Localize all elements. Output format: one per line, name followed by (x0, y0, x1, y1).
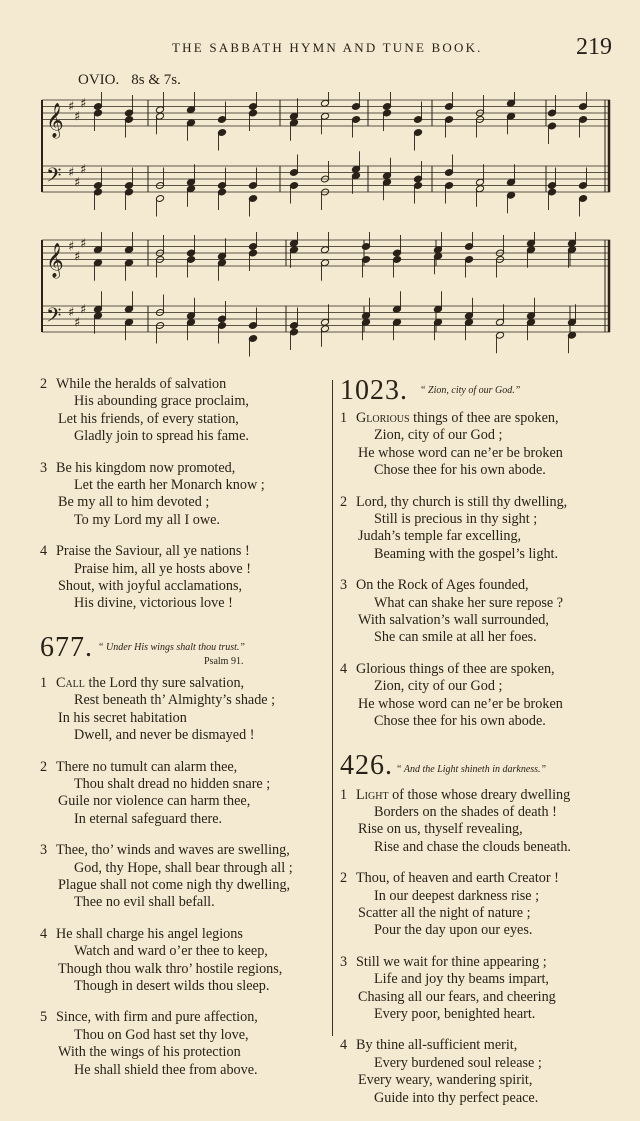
music-score-2 (40, 232, 612, 358)
verse: 2 There no tumult can alarm thee, Thou shalt dread no hidden snare ; Guile nor violence can harm thee, In eternal safeguard there. (40, 758, 271, 827)
hymn-reference: Psalm 91. (204, 655, 244, 667)
verse: 1 Call the Lord thy sure salvation, Rest beneath th’ Almighty’s shade ; In his secret habitation Dwell, and never be dismayed ! (40, 674, 276, 744)
svg-text:♯: ♯ (68, 239, 75, 255)
tune-label (78, 72, 181, 89)
svg-text:𝄢: 𝄢 (46, 303, 62, 332)
hymn-title: “ Zion, city of our God.” (420, 385, 521, 396)
hymn-1023 (340, 376, 616, 731)
svg-text:♯: ♯ (74, 175, 81, 191)
svg-text:♯: ♯ (68, 165, 75, 181)
verse: 3 Be his kingdom now promoted, Let the earth her Monarch know ; Be my all to him devoted ; To my Lord my all I owe. (40, 459, 265, 528)
svg-text:𝄢: 𝄢 (46, 163, 62, 192)
svg-text:𝄞: 𝄞 (46, 243, 64, 278)
hymn-number: 1023. (340, 375, 408, 406)
verse: 1 Light of those whose dreary dwelling Borders on the shades of death ! Rise on us, thyself revealing, Rise and chase the clouds beneath. (340, 786, 571, 855)
column-divider (332, 380, 333, 1036)
page-header (0, 36, 640, 66)
verse: 3 On the Rock of Ages founded, What can shake her sure repose ? With salvation’s wall surrounded, She can smile at all her foes. (340, 577, 564, 646)
music-system-1 (40, 92, 612, 218)
hymn-title: “ Under His wings shalt thou trust.” (98, 641, 245, 653)
svg-text:♯: ♯ (74, 109, 81, 125)
running-title: THE SABBATH HYMN AND TUNE BOOK. (172, 40, 483, 55)
tune-meter: 8s & 7s. (131, 72, 181, 88)
verse: 2 Thou, of heaven and earth Creator ! In our deepest darkness rise ; Scatter all the night of nature ; Pour the day upon our eyes. (340, 870, 559, 939)
music-score-1 (40, 92, 612, 218)
svg-text:♯: ♯ (80, 96, 87, 112)
right-column (340, 376, 616, 1121)
verse: 5 Since, with firm and pure affection, Thou on God hast set thy love, With the wings of his protection He shall shield thee from above. (40, 1009, 258, 1078)
hymn-426 (340, 751, 616, 1108)
svg-text:𝄞: 𝄞 (46, 103, 64, 138)
svg-text:♯: ♯ (80, 162, 87, 178)
verse: 4 By thine all-sufficient merit, Every burdened soul release ; Every weary, wandering spirit, Guide into thy perfect peace. (340, 1037, 542, 1106)
music-system-2 (40, 232, 612, 358)
tune-name: OVIO. (78, 72, 120, 88)
verse: 4 Glorious things of thee are spoken, Zion, city of our God ; He whose word can ne’er be broken Chose thee for his own abode. (340, 660, 563, 730)
verse: 4 He shall charge his angel legions Watch and ward o’er thee to keep, Though thou walk thro’ hostile regions, Though in desert wilds thou sleep. (40, 925, 283, 994)
svg-text:♯: ♯ (74, 249, 81, 265)
svg-text:♯: ♯ (68, 305, 75, 321)
svg-text:♯: ♯ (68, 99, 75, 115)
verse: 2 While the heralds of salvation His abounding grace proclaim, Let his friends, of every station, Gladly join to spread his fame. (40, 376, 249, 445)
verse: 3 Still we wait for thine appearing ; Life and joy thy beams impart, Chasing all our fears, and cheering Every poor, benighted heart. (340, 953, 556, 1022)
hymn-continued (40, 376, 330, 613)
hymn-677 (40, 633, 330, 1079)
svg-text:♯: ♯ (80, 302, 87, 318)
verse: 3 Thee, tho’ winds and waves are swelling, God, thy Hope, shall bear through all ; Plague shall not come nigh thy dwelling, Thee no evil shall befall. (40, 842, 293, 911)
left-column (40, 376, 330, 1093)
svg-text:♯: ♯ (80, 236, 87, 252)
hymn-number: 677. (40, 631, 93, 663)
verse: 4 Praise the Saviour, all ye nations ! Praise him, all ye hosts above ! Shout, with joyful acclamations, His divine, victorious love ! (40, 543, 251, 612)
verse: 1 Glorious things of thee are spoken, Zion, city of our God ; He whose word can ne’er be broken Chose thee for his own abode. (340, 410, 563, 479)
hymn-title: “ And the Light shineth in darkness.” (396, 763, 547, 775)
hymn-number: 426. (340, 749, 393, 781)
page-number: 219 (576, 34, 612, 60)
svg-text:♯: ♯ (74, 315, 81, 331)
verse: 2 Lord, thy church is still thy dwelling, Still is precious in thy sight ; Judah’s temple far excelling, Beaming with the gospel’s light. (340, 493, 568, 562)
